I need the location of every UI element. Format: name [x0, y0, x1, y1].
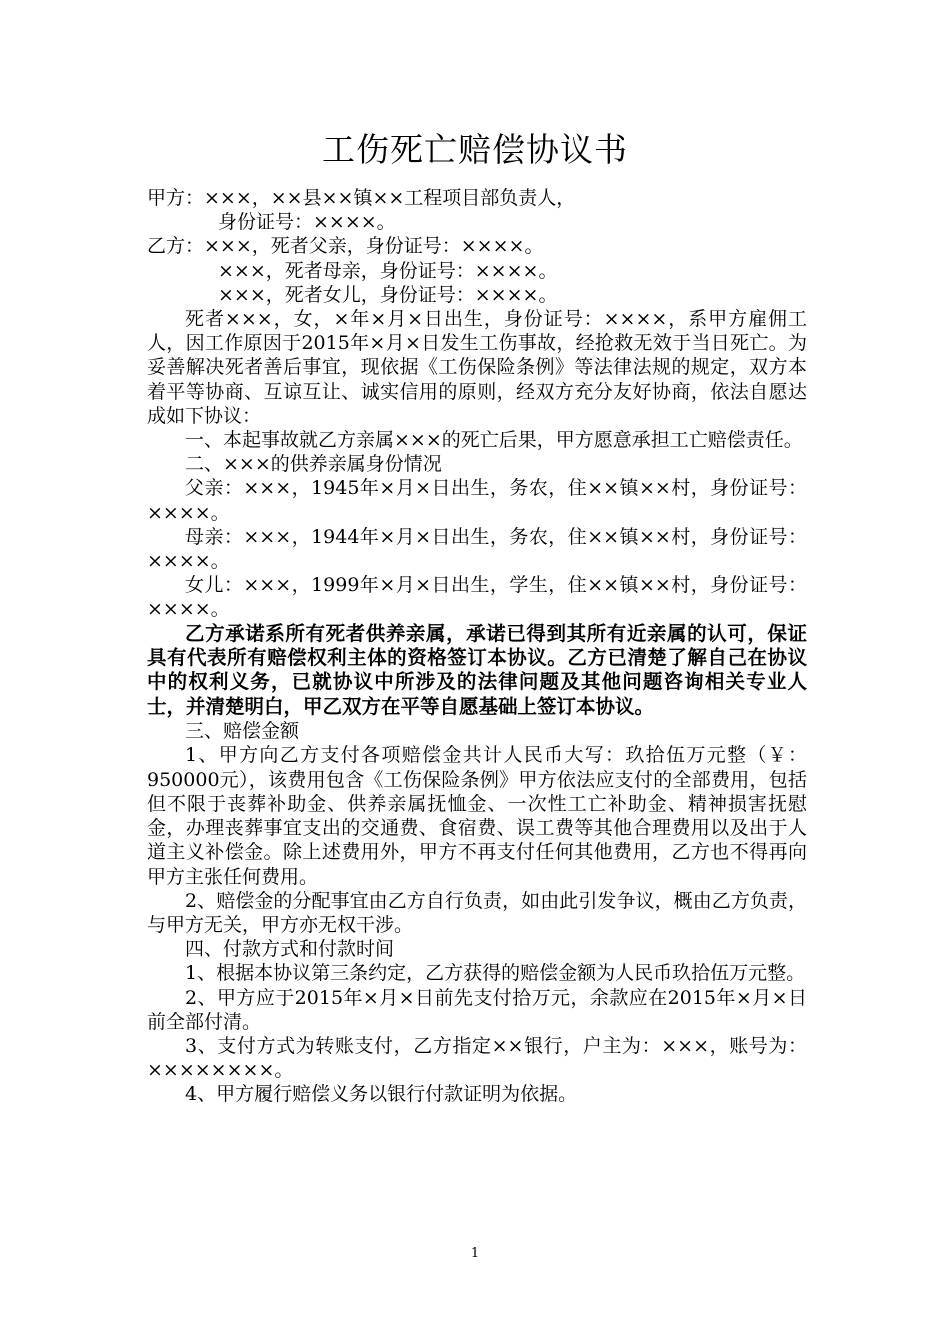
party-b-daughter-line: ×××，死者女儿，身份证号：××××。	[218, 283, 558, 306]
party-a-id-line: 身份证号：××××。	[218, 211, 396, 234]
dependent-daughter-paragraph: 女儿：×××，1999年×月×日出生，学生，住××镇××村，身份证号：××××。	[147, 574, 807, 621]
clause-3-item-2: 2、赔偿金的分配事宜由乙方自行负责，如由此引发争议，概由乙方负责，与甲方无关，甲方亦无权干涉。	[147, 889, 807, 936]
document-body	[147, 186, 807, 1107]
document-title: 工伤死亡赔偿协议书	[322, 130, 628, 169]
dependent-father-paragraph: 父亲：×××，1945年×月×日出生，务农，住××镇××村，身份证号：××××。	[147, 477, 807, 524]
dependent-mother-paragraph: 母亲：×××，1944年×月×日出生，务农，住××镇××村，身份证号：××××。	[147, 525, 807, 573]
preamble-paragraph: 死者×××，女，×年×月×日出生，身份证号：××××，系甲方雇佣工人，因工作原因于2015年×月×日发生工伤事故，经抢救无效于当日死亡。为妥善解决死者善后事宜，现依据《工伤保险条例》等法律法规的规定，双方本着平等协商、互谅互让、诚实信用的原则，经双方充分友好协商，依法自愿达成如下协议：	[147, 308, 807, 427]
clause-1-paragraph: 一、本起事故就乙方亲属×××的死亡后果，甲方愿意承担工亡赔偿责任。	[185, 429, 803, 452]
clause-4-item-3: 3、支付方式为转账支付，乙方指定××银行，户主为：×××，账号为：××××××××。	[147, 1034, 807, 1082]
clause-3-item-1: 1、甲方向乙方支付各项赔偿金共计人民币大写：玖拾伍万元整（￥：950000元），该费用包含《工伤保险条例》甲方依法应支付的全部费用，包括但不限于丧葬补助金、供养亲属抚恤金、一次性工亡补助金、精神损害抚慰金，办理丧葬事宜支出的交通费、食宿费、误工费等其他合理费用以及出于人道主义补偿金。除上述费用外，甲方不再支付任何其他费用，乙方也不得再向甲方主张任何费用。	[147, 744, 807, 888]
party-b-commitment-paragraph: 乙方承诺系所有死者供养亲属，承诺已得到其所有近亲属的认可，保证具有代表所有赔偿权利主体的资格签订本协议。乙方已清楚了解自己在协议中的权利义务，已就协议中所涉及的法律问题及其他问题咨询相关专业人士，并清楚明白，甲乙双方在平等自愿基础上签订本协议。	[147, 621, 807, 718]
party-b-father-line: 乙方：×××，死者父亲，身份证号：××××。	[147, 235, 544, 258]
clause-4-item-2: 2、甲方应于2015年×月×日前先支付拾万元，余款应在2015年×月×日前全部付清。	[147, 986, 807, 1033]
clause-2-heading: 二、×××的供养亲属身份情况	[185, 453, 442, 476]
party-a-line: 甲方：×××，××县××镇××工程项目部负责人，	[147, 187, 576, 209]
page-number: 1	[470, 1246, 480, 1261]
clause-4-item-4: 4、甲方履行赔偿义务以银行付款证明为依据。	[185, 1083, 578, 1106]
clause-4-heading: 四、付款方式和付款时间	[185, 938, 395, 961]
party-b-mother-line: ×××，死者母亲，身份证号：××××。	[218, 259, 558, 282]
clause-3-heading: 三、赔偿金额	[185, 720, 300, 743]
clause-4-item-1: 1、根据本协议第三条约定，乙方获得的赔偿金额为人民币玖拾伍万元整。	[185, 962, 806, 985]
